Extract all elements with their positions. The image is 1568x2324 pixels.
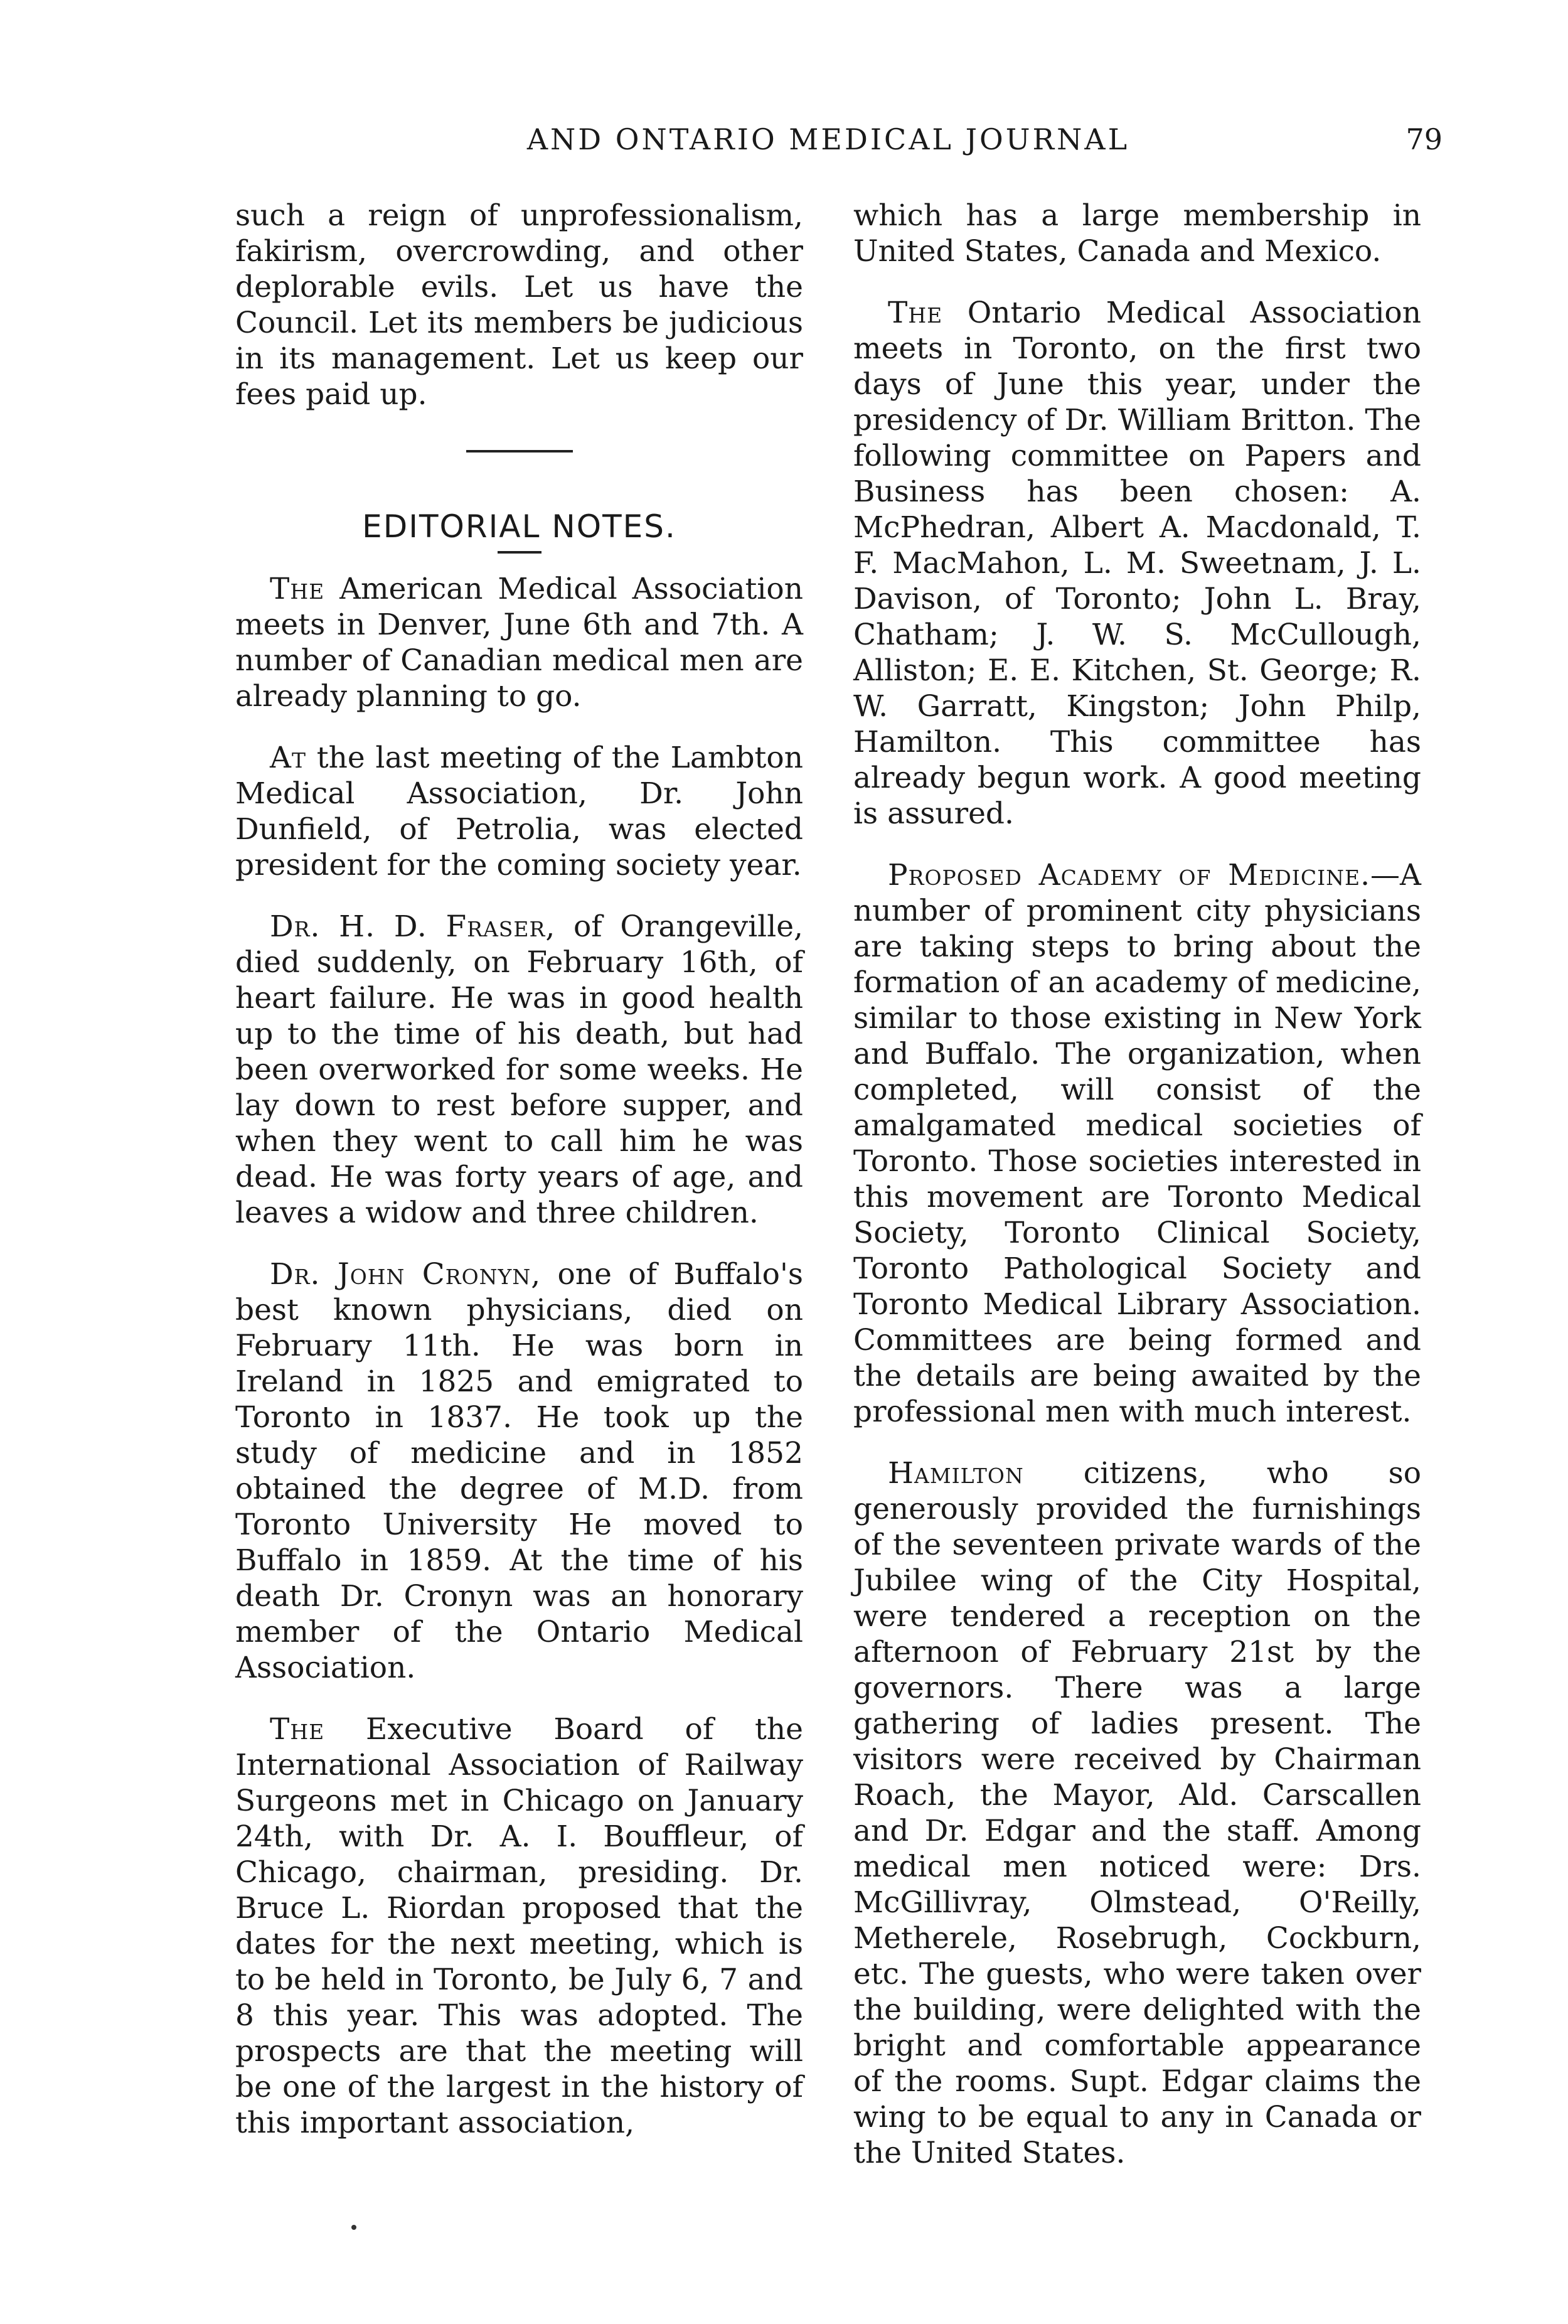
editorial-note	[235, 1256, 803, 1686]
note-lead: The	[270, 1712, 325, 1747]
note-text: Ontario Medical Association meets in Toronto, on the first two days of June this year, under the presidency of Dr. William Britton. The following committee on Papers and Business has been chosen: A. McPhedran, Albert A. Macdonald, T. F. MacMahon, L. M. Sweetnam, J. L. Davison, of Toronto; John L. Bray, Chatham; J. W. S. McCullough, Alliston; E. E. Kitchen, St. George; R. W. Garratt, Kingston; John Philp, Hamilton. This committee has already begun work. A good meeting is assured.	[853, 296, 1421, 831]
print-speck	[351, 2225, 356, 2230]
note-lead: The	[270, 572, 325, 606]
note-text: —A number of prominent city physicians are taking steps to bring about the formation of an academy of medicine, similar to those existing in New York and Buffalo. The organization, when completed, will consist of the amalgamated medical societies of Toronto. Those societies interested in this movement are Toronto Medical Society, Toronto Clinical Society, Toronto Pathological Society and Toronto Medical Library Association. Committees are being formed and the details are being awaited by the professional men with much interest.	[853, 858, 1421, 1429]
note-text: the last meeting of the Lambton Medical Association, Dr. John Dunfield, of Petrolia, was elected president for the coming society year.	[235, 741, 803, 882]
note-text: citizens, who so generously provided the furnishings of the seventeen private wards of the Jubilee wing of the City Hospital, were tendered a reception on the afternoon of February 21st by the governors. There was a large gathering of ladies present. The visitors were received by Chairman Roach, the Mayor, Ald. Carscallen and Dr. Edgar and the staff. Among medical men noticed were: Drs. McGillivray, Olmstead, O'Reilly, Metherele, Rosebrugh, Cockburn, etc. The guests, who were taken over the building, were delighted with the bright and comfortable appearance of the rooms. Supt. Edgar claims the wing to be equal to any in Canada or the United States.	[853, 1456, 1421, 2170]
note-text: American Medical Association meets in Denver, June 6th and 7th. A number of Canadian medical men are already planning to go.	[235, 572, 803, 714]
note-text: one of Buffalo's best known physicians, died on February 11th. He was born in Ireland in 1825 and emigrated to Toronto in 1837. He took up the study of medicine and in 1852 obtained the degree of M.D. from Toronto University He moved to Buffalo in 1859. At the time of his death Dr. Cronyn was an honorary member of the Ontario Medical Association.	[235, 1257, 803, 1685]
left-column	[235, 198, 803, 2166]
journal-title: AND ONTARIO MEDICAL JOURNAL	[526, 122, 1130, 156]
note-text: of Orangeville, died suddenly, on February 16th, of heart failure. He was in good health up to the time of his death, but had been overworked for some weeks. He lay down to rest before supper, and when they went to call him he was dead. He was forty years of age, and leaves a widow and three children.	[235, 909, 804, 1230]
editorial-note	[235, 909, 803, 1231]
right-column	[853, 198, 1421, 2197]
editorial-note	[853, 857, 1421, 1430]
continuation-text: which has a large membership in United States, Canada and Mexico.	[853, 198, 1421, 269]
editorial-note	[235, 571, 803, 714]
section-heading: EDITORIAL NOTES.	[362, 508, 676, 545]
editorial-note	[235, 740, 803, 883]
editorial-note	[853, 295, 1421, 832]
editorial-note	[853, 1455, 1421, 2171]
note-lead: Hamilton	[888, 1456, 1024, 1491]
heading-underline	[498, 551, 541, 554]
note-lead: Dr. H. D. Fraser,	[270, 909, 556, 944]
note-lead: Dr. John Cronyn,	[270, 1257, 541, 1292]
note-text: Executive Board of the International Association of Railway Surgeons met in Chicago on January 24th, with Dr. A. I. Bouffleur, of Chicago, chairman, presiding. Dr. Bruce L. Riordan proposed that the dates for the next meeting, which is to be held in Toronto, be July 6, 7 and 8 this year. This was adopted. The prospects are that the meeting will be one of the largest in the history of this important association,	[235, 1712, 803, 2140]
continuation-text: such a reign of unprofessionalism, fakirism, overcrowding, and other deplorable evils. Let us have the Council. Let its members be judicious in its management. Let us keep our fees paid up.	[235, 198, 803, 412]
note-lead: At	[270, 741, 306, 775]
note-lead: Proposed Academy of Medicine.	[888, 858, 1371, 892]
section-divider	[466, 450, 573, 452]
running-head	[0, 122, 1568, 166]
editorial-note	[235, 1711, 803, 2141]
note-lead: The	[888, 296, 943, 330]
page-number: 79	[1405, 122, 1443, 156]
